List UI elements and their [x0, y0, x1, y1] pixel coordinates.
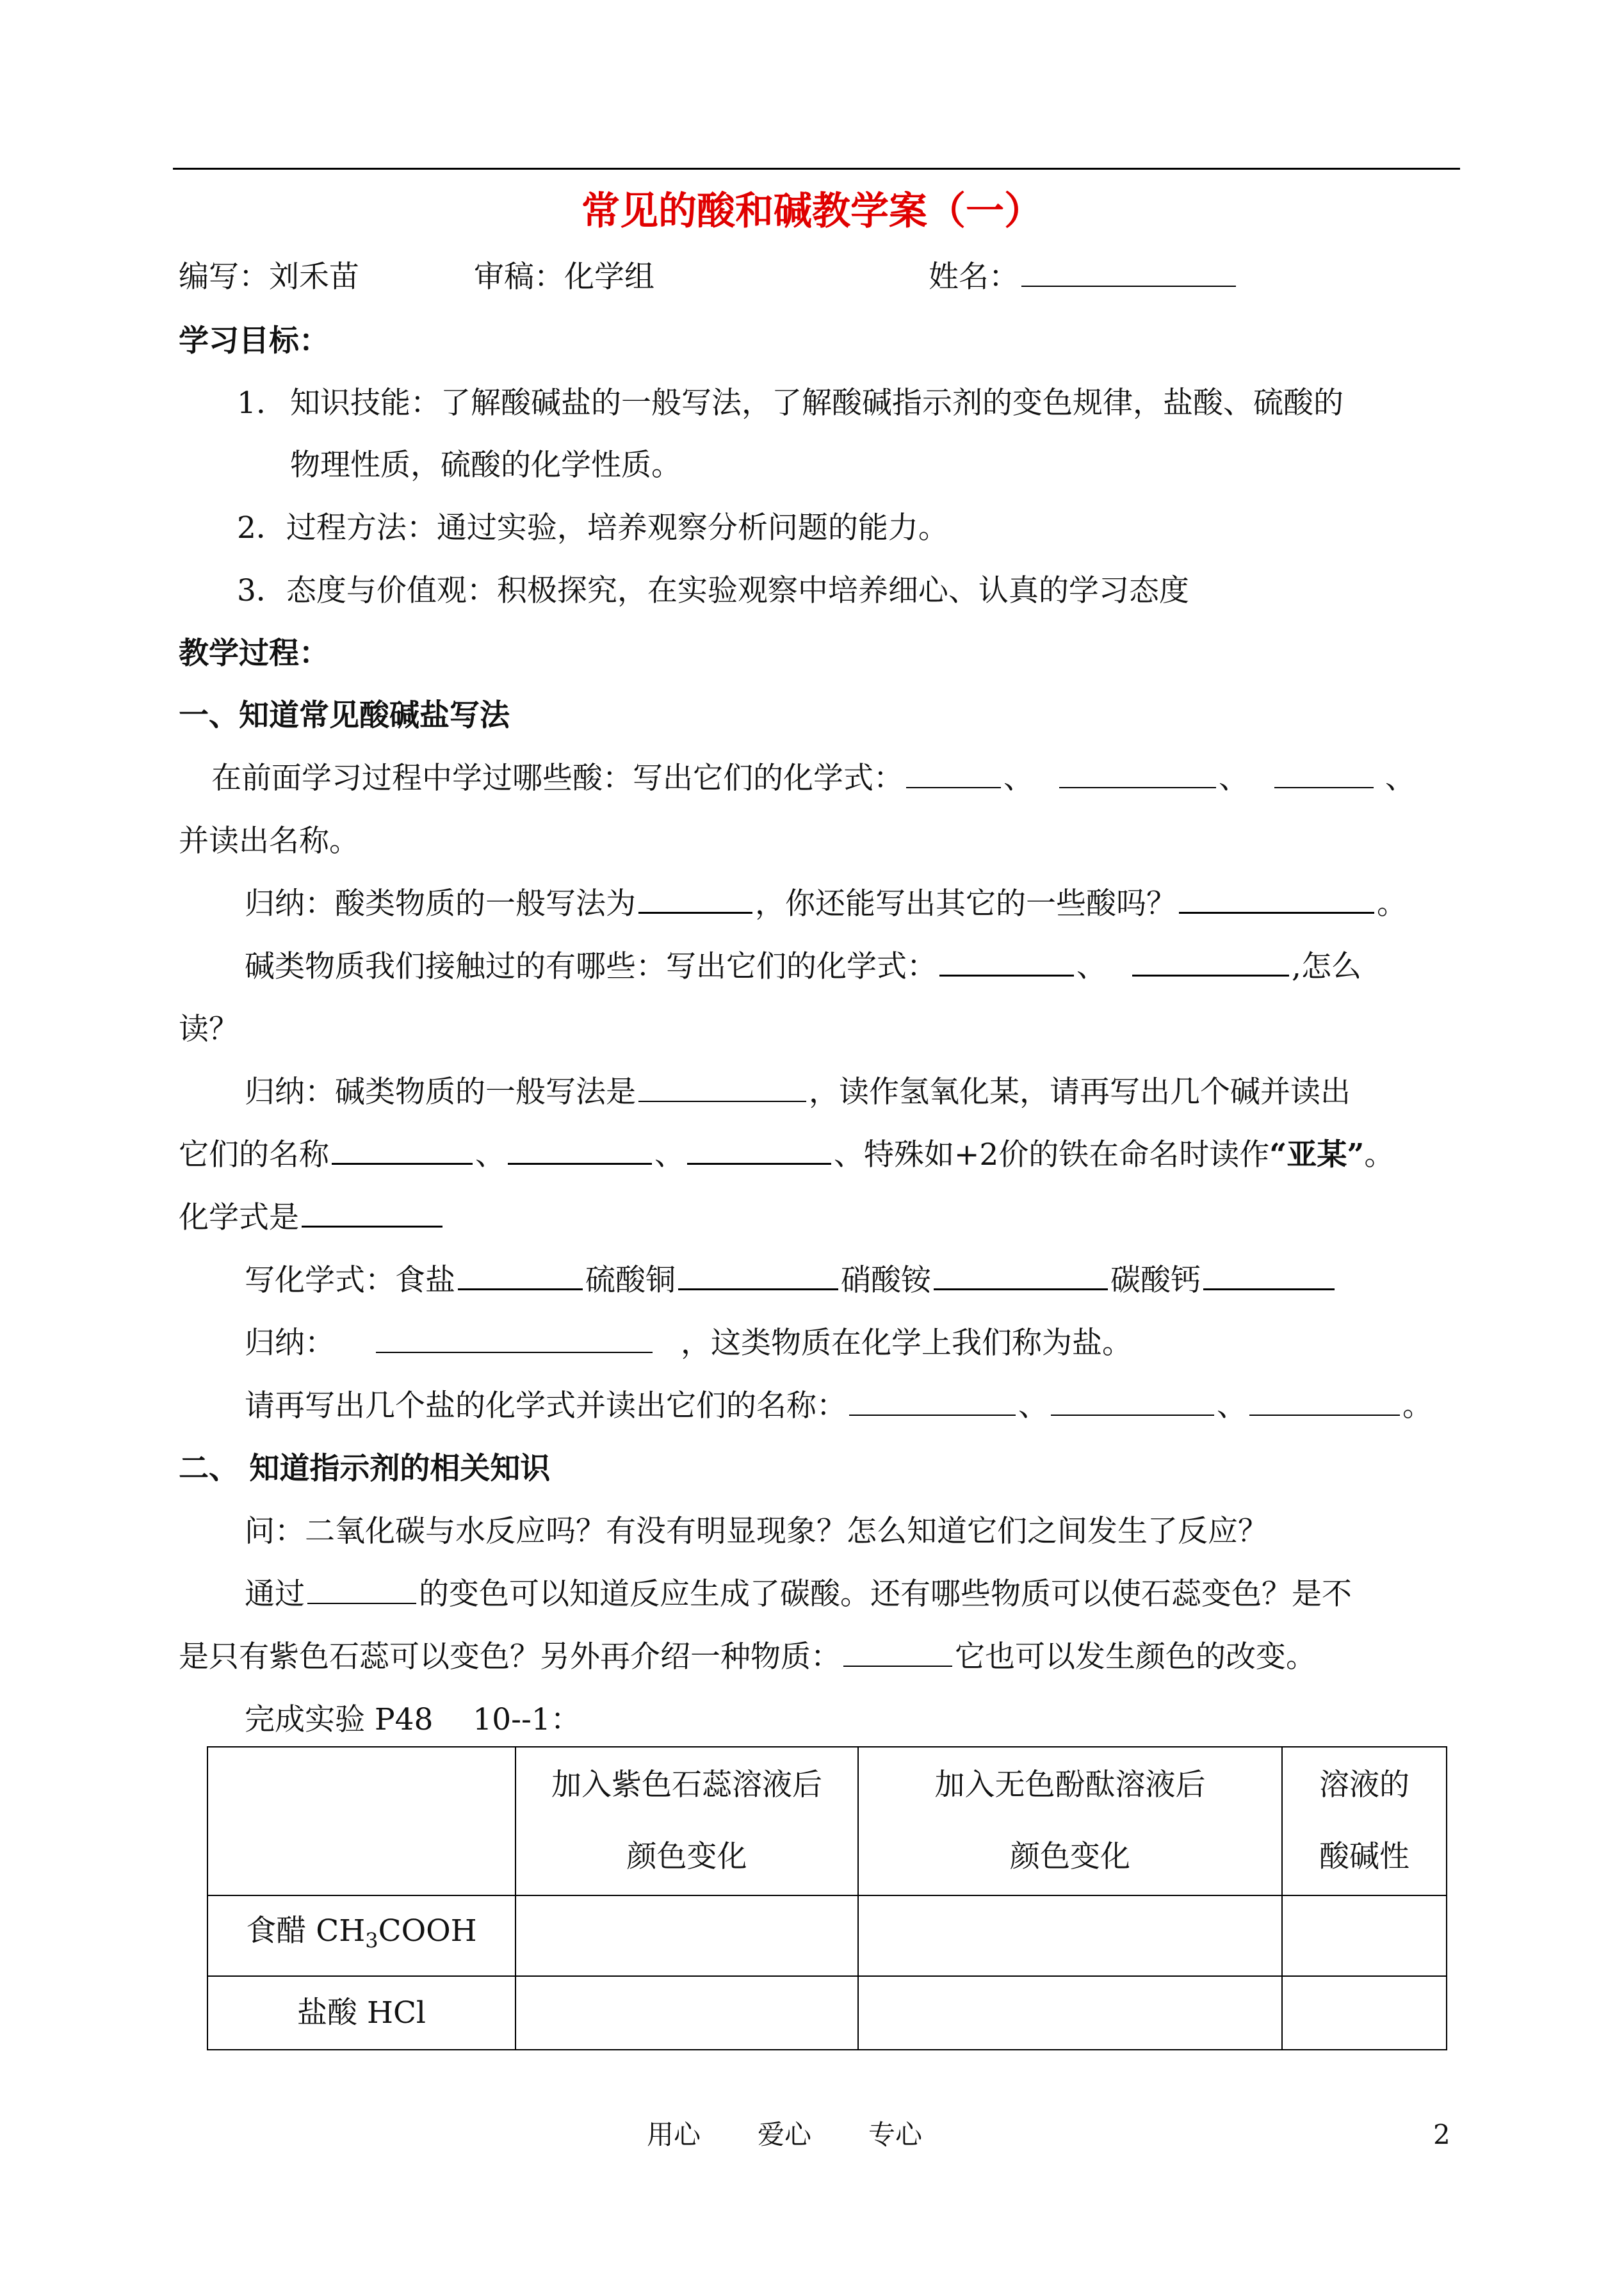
section-1-heading: 一、知道常见酸碱盐写法: [179, 698, 510, 733]
goal-3: 3．态度与价值观：积极探究，在实验观察中培养细心、认真的学习态度: [237, 573, 1189, 608]
acid-blank-2[interactable]: [1059, 761, 1216, 788]
experiment-table: [207, 1746, 1447, 2050]
acid-blank-3[interactable]: [1274, 761, 1374, 788]
litmus-header: [516, 1747, 858, 1895]
period: 。: [1377, 886, 1407, 921]
page-number: 2: [1433, 2119, 1450, 2150]
bases-question-text: 碱类物质我们接触过的有哪些：写出它们的化学式：: [245, 949, 937, 984]
goals-heading: 学习目标：: [179, 323, 329, 359]
base-blank-1[interactable]: [939, 949, 1074, 977]
header-rule: [173, 168, 1460, 170]
acids-question-text: 在前面学习过程中学过哪些酸：写出它们的化学式：: [211, 761, 904, 796]
salt-formulas: [245, 1261, 1337, 1300]
separator: 、: [654, 1137, 685, 1172]
phenolphthalein-header-line-2: 颜色变化: [1010, 1839, 1130, 1874]
base-name-blank-2[interactable]: [508, 1137, 652, 1165]
section-2-heading: 二、 知道指示剂的相关知识: [179, 1451, 551, 1486]
vinegar-cell: [207, 1895, 516, 1976]
base-blank-2[interactable]: [1132, 949, 1289, 977]
table-row: [207, 1895, 1447, 1976]
ya-mou-term: “亚某”: [1269, 1137, 1365, 1172]
salt-summary-text: 归纳：: [245, 1326, 335, 1361]
goal-1-line-2: 物理性质，硫酸的化学性质。: [290, 448, 681, 483]
reviewer-label: 审稿：化学组: [474, 259, 654, 295]
separator: 、: [1003, 761, 1034, 796]
base-name-blank-1[interactable]: [332, 1137, 473, 1165]
bases-question-cont: 读？: [179, 1012, 239, 1047]
hcl-acidity-cell[interactable]: [1282, 1976, 1447, 2050]
vinegar-acidity-cell[interactable]: [1282, 1895, 1447, 1976]
salt-name-blank-3[interactable]: [1249, 1389, 1400, 1416]
separator: 、: [1076, 949, 1107, 984]
student-name-field[interactable]: [929, 258, 1238, 296]
hcl-phenolphthalein-cell[interactable]: [858, 1976, 1282, 2050]
name-blank[interactable]: [1021, 260, 1236, 287]
ammonium-nitrate-blank[interactable]: [934, 1263, 1108, 1290]
name-label: 姓名：: [929, 259, 1019, 295]
base-summary-text-2: ，读作氢氧化某，请再写出几个碱并读出: [809, 1075, 1351, 1110]
co2-question: 问：二氧化碳与水反应吗？有没有明显现象？怎么知道它们之间发生了反应？: [245, 1514, 1268, 1549]
iron-formula-blank[interactable]: [302, 1200, 443, 1228]
acidity-header-line-1: 溶液的: [1319, 1767, 1409, 1803]
base-formula-blank[interactable]: [638, 1075, 806, 1102]
bases-question: [245, 948, 1361, 986]
footer-motto-2: 爱心: [758, 2119, 812, 2150]
vinegar-phenolphthalein-cell[interactable]: [858, 1895, 1282, 1976]
footer-motto-3: 专心: [868, 2119, 923, 2150]
salt-summary-blank[interactable]: [376, 1326, 653, 1353]
salt-summary-text-2: ，这类物质在化学上我们称为盐。: [681, 1326, 1132, 1361]
base-names-text-2: 、特殊如+2价的铁在命名时读作: [834, 1137, 1270, 1172]
indicator-text: [245, 1575, 1352, 1614]
base-name-blank-3[interactable]: [687, 1137, 831, 1165]
indicator-text-cont: [179, 1638, 1316, 1676]
separator: 、: [1385, 761, 1415, 796]
period: 。: [1364, 1137, 1395, 1172]
salt-name-blank-2[interactable]: [1051, 1389, 1214, 1416]
iron-formula: [179, 1199, 445, 1237]
acid-summary-text: 归纳：酸类物质的一般写法为: [245, 886, 636, 921]
base-names: [179, 1136, 1394, 1174]
experiment-instruction: 完成实验 P48 10--1：: [245, 1702, 581, 1737]
bases-question-text-2: ,怎么: [1292, 949, 1361, 984]
goal-2: 2．过程方法：通过实验，培养观察分析问题的能力。: [237, 510, 948, 546]
table-header-empty: [207, 1747, 516, 1895]
copper-sulfate-label: 硫酸铜: [585, 1263, 676, 1298]
calcium-carbonate-blank[interactable]: [1203, 1263, 1335, 1290]
separator: 、: [1217, 1388, 1247, 1423]
calcium-carbonate-label: 碳酸钙: [1110, 1263, 1201, 1298]
base-summary-text: 归纳：碱类物质的一般写法是: [245, 1075, 636, 1110]
salt-names: [245, 1387, 1433, 1425]
separator: 、: [1018, 1388, 1048, 1423]
footer-motto-1: 用心: [647, 2119, 701, 2150]
acidity-header: [1282, 1747, 1447, 1895]
acid-summary: [245, 885, 1407, 923]
other-acids-blank[interactable]: [1179, 886, 1374, 914]
acids-question-cont: 并读出名称。: [179, 823, 359, 859]
phenolphthalein-header-line-1: 加入无色酚酞溶液后: [934, 1767, 1206, 1803]
copper-sulfate-blank[interactable]: [678, 1263, 838, 1290]
base-names-text: 它们的名称: [179, 1137, 329, 1172]
acid-formula-blank[interactable]: [638, 886, 752, 914]
ammonium-nitrate-label: 硝酸铵: [841, 1263, 931, 1298]
acidity-header-line-2: 酸碱性: [1319, 1839, 1409, 1874]
table-salt-blank[interactable]: [458, 1263, 583, 1290]
litmus-header-line-1: 加入紫色石蕊溶液后: [551, 1767, 822, 1803]
indicator-text-4: 它也可以发生颜色的改变。: [955, 1639, 1316, 1675]
period: 。: [1402, 1388, 1433, 1423]
indicator-text-1: 通过: [245, 1577, 305, 1612]
process-heading: 教学过程：: [179, 636, 329, 671]
vinegar-litmus-cell[interactable]: [516, 1895, 858, 1976]
page-title: 常见的酸和碱教学案（一）: [581, 189, 1043, 234]
separator: 、: [475, 1137, 505, 1172]
goal-1-line-1: 知识技能：了解酸碱盐的一般写法，了解酸碱指示剂的变色规律，盐酸、硫酸的: [290, 385, 1344, 421]
other-indicator-blank[interactable]: [843, 1640, 952, 1667]
acids-question: [211, 759, 1415, 798]
salt-summary: [245, 1324, 1132, 1363]
indicator-blank[interactable]: [307, 1577, 416, 1604]
indicator-text-3: 是只有紫色石蕊可以变色？另外再介绍一种物质：: [179, 1639, 841, 1675]
separator: 、: [1219, 761, 1249, 796]
salt-name-blank-1[interactable]: [849, 1389, 1016, 1416]
vinegar-subscript: 3: [365, 1928, 378, 1953]
indicator-text-2: 的变色可以知道反应生成了碳酸。还有哪些物质可以使石蕊变色？是不: [419, 1577, 1352, 1612]
table-row: [207, 1976, 1447, 2050]
goal-1-number: 1.: [237, 385, 266, 421]
salt-names-text: 请再写出几个盐的化学式并读出它们的名称：: [245, 1388, 847, 1423]
hcl-litmus-cell[interactable]: [516, 1976, 858, 2050]
iron-formula-text: 化学式是: [179, 1200, 299, 1235]
acid-summary-text-2: ，你还能写出其它的一些酸吗？: [755, 886, 1176, 921]
hydrochloric-acid-cell: [207, 1976, 516, 2050]
author-label: 编写：刘禾苗: [179, 259, 359, 295]
litmus-header-line-2: 颜色变化: [626, 1839, 747, 1874]
table-header-row: [207, 1747, 1447, 1895]
phenolphthalein-header: [858, 1747, 1282, 1895]
vinegar-formula-end: COOH: [378, 1913, 477, 1949]
vinegar-label: 食醋 CH: [246, 1913, 366, 1949]
hydrochloric-acid-label: 盐酸 HCl: [297, 1995, 426, 2031]
base-summary: [245, 1073, 1351, 1112]
acid-blank-1[interactable]: [906, 761, 1001, 788]
salt-formulas-text: 写化学式：食盐: [245, 1263, 455, 1298]
